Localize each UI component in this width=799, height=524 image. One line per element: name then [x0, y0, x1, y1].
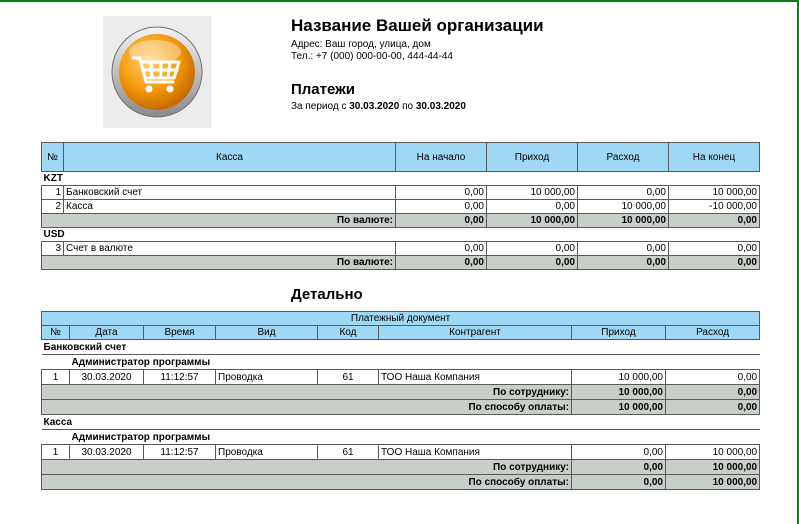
row-date: 30.03.2020	[70, 445, 144, 460]
report-title: Платежи	[291, 81, 355, 98]
employee-total-row	[42, 385, 760, 400]
row-kind: Проводка	[216, 370, 318, 385]
col-cashbox: Касса	[64, 143, 396, 172]
detail-table	[41, 311, 760, 490]
col-income: Приход	[487, 143, 578, 172]
row-code: 61	[318, 370, 379, 385]
col-number: №	[42, 326, 70, 340]
company-logo	[103, 16, 211, 128]
row-income: 0,00	[572, 445, 666, 460]
expense-value: 10 000,00	[578, 200, 669, 214]
row-number: 1	[42, 186, 64, 200]
row-time: 11:12:57	[144, 445, 216, 460]
period-from: 30.03.2020	[349, 101, 400, 112]
cashbox-group-row	[42, 340, 760, 355]
total-end: 0,00	[669, 256, 760, 270]
income-value: 0,00	[487, 200, 578, 214]
detail-super-header-row	[42, 312, 760, 326]
currency-total-row	[42, 214, 760, 228]
period-to: 30.03.2020	[415, 101, 466, 112]
organization-name: Название Вашей организации	[291, 16, 544, 35]
income-value: 10 000,00	[487, 186, 578, 200]
col-time: Время	[144, 326, 216, 340]
income-value: 0,00	[487, 242, 578, 256]
employee-total-row	[42, 460, 760, 475]
row-number: 1	[42, 370, 70, 385]
col-income: Приход	[572, 326, 666, 340]
payment-document-header: Платежный документ	[42, 312, 760, 326]
row-number: 1	[42, 445, 70, 460]
employee-total-expense: 10 000,00	[666, 460, 760, 475]
total-expense: 10 000,00	[578, 214, 669, 228]
total-start: 0,00	[396, 256, 487, 270]
col-code: Код	[318, 326, 379, 340]
end-value: 10 000,00	[669, 186, 760, 200]
table-row	[42, 200, 760, 214]
total-income: 0,00	[487, 256, 578, 270]
table-row	[42, 445, 760, 460]
table-row	[42, 370, 760, 385]
row-expense: 0,00	[666, 370, 760, 385]
report-period	[291, 101, 466, 112]
row-code: 61	[318, 445, 379, 460]
total-income: 10 000,00	[487, 214, 578, 228]
summary-table	[41, 142, 760, 270]
employee-group-label: Администратор программы	[42, 430, 760, 445]
col-end: На конец	[669, 143, 760, 172]
currency-total-row	[42, 256, 760, 270]
row-time: 11:12:57	[144, 370, 216, 385]
employee-total-expense: 0,00	[666, 385, 760, 400]
employee-total-label: По сотруднику:	[42, 385, 572, 400]
end-value: 0,00	[669, 242, 760, 256]
payment-method-total-row	[42, 400, 760, 415]
summary-header-row	[42, 143, 760, 172]
shopping-cart-icon	[109, 24, 205, 120]
employee-group-label: Администратор программы	[42, 355, 760, 370]
start-value: 0,00	[396, 200, 487, 214]
row-number: 2	[42, 200, 64, 214]
total-expense: 0,00	[578, 256, 669, 270]
cashbox-group-row	[42, 415, 760, 430]
cashbox-name: Банковский счет	[64, 186, 396, 200]
currency-group-row	[42, 172, 760, 186]
currency-group-row	[42, 228, 760, 242]
cashbox-name: Счет в валюте	[64, 242, 396, 256]
organization-address: Адрес: Ваш город, улица, дом	[291, 39, 431, 50]
detail-section-title: Детально	[291, 286, 363, 303]
payment-method-total-label: По способу оплаты:	[42, 475, 572, 490]
cashbox-name: Касса	[64, 200, 396, 214]
employee-total-income: 10 000,00	[572, 385, 666, 400]
currency-total-label: По валюте:	[42, 256, 396, 270]
row-income: 10 000,00	[572, 370, 666, 385]
total-end: 0,00	[669, 214, 760, 228]
col-expense: Расход	[666, 326, 760, 340]
row-counterparty: ТОО Наша Компания	[379, 370, 572, 385]
detail-header-row	[42, 326, 760, 340]
total-start: 0,00	[396, 214, 487, 228]
payment-method-total-income: 0,00	[572, 475, 666, 490]
start-value: 0,00	[396, 242, 487, 256]
employee-total-label: По сотруднику:	[42, 460, 572, 475]
col-expense: Расход	[578, 143, 669, 172]
start-value: 0,00	[396, 186, 487, 200]
currency-total-label: По валюте:	[42, 214, 396, 228]
payment-method-total-expense: 10 000,00	[666, 475, 760, 490]
expense-value: 0,00	[578, 242, 669, 256]
expense-value: 0,00	[578, 186, 669, 200]
table-row	[42, 242, 760, 256]
employee-total-income: 0,00	[572, 460, 666, 475]
payment-method-total-income: 10 000,00	[572, 400, 666, 415]
col-kind: Вид	[216, 326, 318, 340]
row-counterparty: ТОО Наша Компания	[379, 445, 572, 460]
col-number: №	[42, 143, 64, 172]
employee-group-row	[42, 430, 760, 445]
col-start: На начало	[396, 143, 487, 172]
period-prefix: За период с	[291, 101, 350, 112]
period-mid: по	[399, 101, 416, 112]
payment-method-total-expense: 0,00	[666, 400, 760, 415]
table-row	[42, 186, 760, 200]
cashbox-group-label: Касса	[42, 415, 760, 430]
col-date: Дата	[70, 326, 144, 340]
employee-group-row	[42, 355, 760, 370]
row-expense: 10 000,00	[666, 445, 760, 460]
row-number: 3	[42, 242, 64, 256]
cashbox-group-label: Банковский счет	[42, 340, 760, 355]
payment-method-total-row	[42, 475, 760, 490]
window-frame-top	[0, 0, 799, 2]
row-kind: Проводка	[216, 445, 318, 460]
payment-method-total-label: По способу оплаты:	[42, 400, 572, 415]
currency-label: KZT	[42, 172, 760, 186]
organization-phone: Тел.: +7 (000) 000-00-00, 444-44-44	[291, 51, 453, 62]
row-date: 30.03.2020	[70, 370, 144, 385]
currency-label: USD	[42, 228, 760, 242]
end-value: -10 000,00	[669, 200, 760, 214]
col-counterparty: Контрагент	[379, 326, 572, 340]
